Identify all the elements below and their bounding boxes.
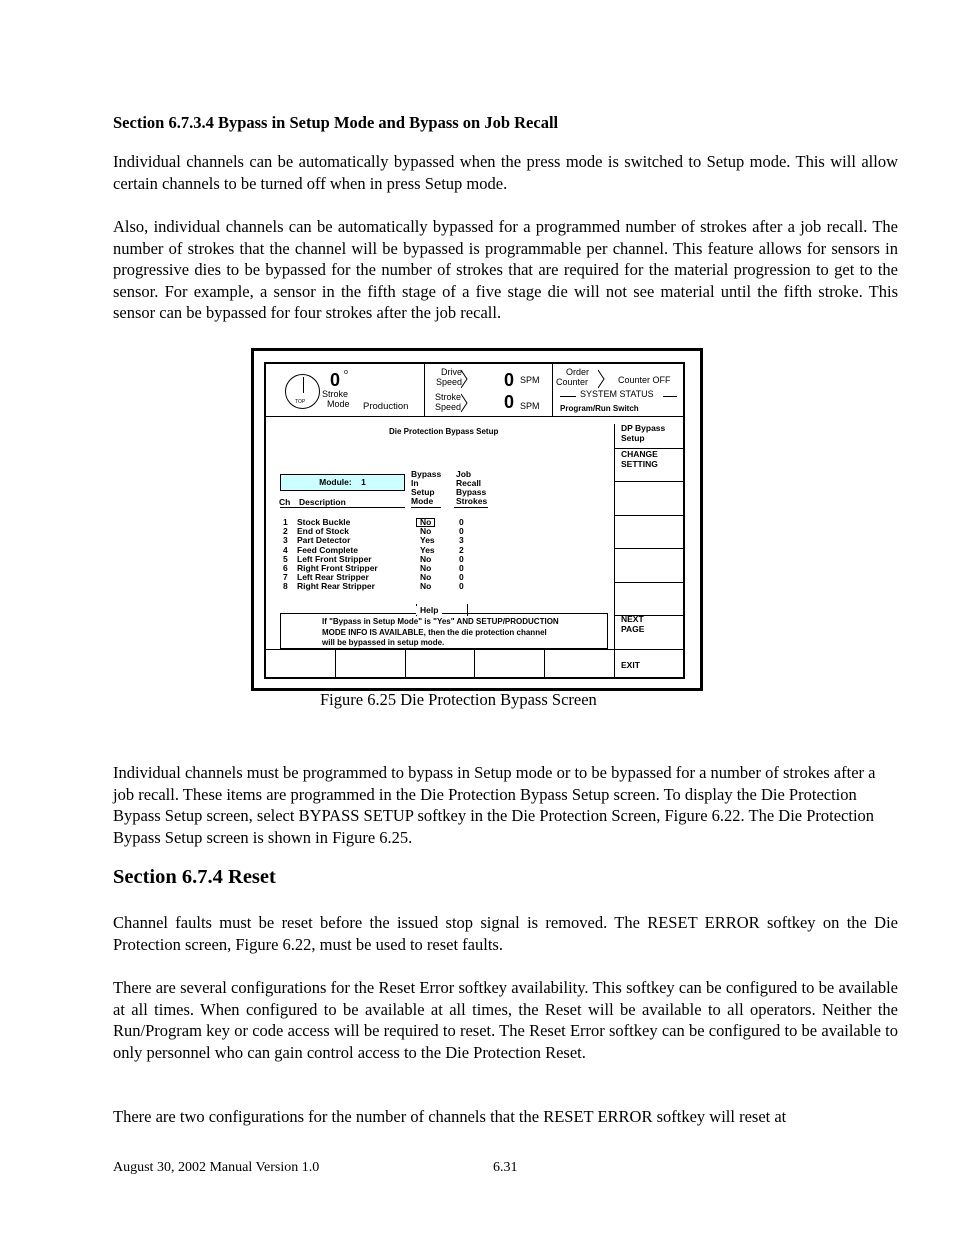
list-item[interactable]: 0 [459,572,464,583]
bypass-setup-values [416,518,435,592]
list-item: 2 [283,526,288,537]
stroke-speed-unit: SPM [520,401,540,411]
paragraph-programming-bypass: Individual channels must be programmed to bypass in Setup mode or to be bypassed for a number of strokes after a job recall. These items are programmed in the Die Protection Bypass Setup screen. To display the Die Protection Bypass Setup screen, select BYPASS SETUP softkey in the Die Protection Screen, Figure 6.22. The Die Protection Bypass Setup screen is shown in Figure 6.25. [113,763,876,847]
module-selector[interactable]: Module: 1 [280,474,405,491]
list-item: Part Detector [297,535,351,546]
drive-speed-value: 0 [504,370,515,390]
list-item: Left Front Stripper [297,553,372,564]
list-item: Right Front Stripper [297,563,378,574]
list-item: 5 [283,553,288,564]
list-item: 6 [283,563,288,574]
die-protection-bypass-screen [264,362,685,679]
list-item[interactable]: 0 [459,553,464,564]
stroke-mode-label: Stroke Mode [322,389,350,409]
column-bypass-in-setup-mode: Bypass In Setup Mode [411,469,442,506]
list-item: End of Stock [297,526,349,537]
exit-button[interactable]: EXIT [621,660,640,670]
paragraph-reset-channels: There are two configurations for the number of channels that the RESET ERROR softkey will reset at [113,1107,787,1126]
dp-bypass-setup-softkey[interactable]: DP Bypass Setup [621,423,666,443]
list-item: 3 [283,535,288,546]
list-item[interactable]: 0 [459,517,464,527]
next-page-button[interactable]: NEXT PAGE [621,614,645,634]
drive-speed-unit: SPM [520,375,540,385]
paragraph-reset-configurations: There are several configurations for the Reset Error softkey availability. This softkey can be configured to be available at all times. When configured to be available at all times, the Reset will be available to all operators. Neither the Run/Program key or code access will be required to reset. The Reset Error softkey can be configured to be available to only personnel who can gain control access to the Die Protection Reset. [113,978,898,1062]
paragraph-setup-bypass: Individual channels can be automatically bypassed when the press mode is switched to Setup mode. This will allow certain channels to be turned off when in press Setup mode. [113,152,898,193]
list-item: 1 [283,517,288,527]
list-item[interactable]: No [420,572,432,583]
figure-caption: Figure 6.25 Die Protection Bypass Screen [320,690,597,709]
stroke-speed-label: Stroke Speed [434,392,461,412]
section-heading-6734: Section 6.7.3.4 Bypass in Setup Mode and Bypass on Job Recall [113,113,559,132]
list-item[interactable]: 3 [459,535,464,546]
status-divider [424,364,425,416]
list-item: 7 [283,572,288,583]
list-item: 4 [283,544,288,555]
softkey-bottom-4[interactable] [544,649,545,679]
degree-mark: o [344,369,348,376]
softkey-bottom-2[interactable] [405,649,406,679]
list-item[interactable]: 0 [459,581,464,592]
list-item: Right Rear Stripper [297,581,375,592]
section-heading-674: Section 6.7.4 Reset [113,866,276,888]
help-text: If "Bypass in Setup Mode" is "Yes" AND SETUP/PRODUCTION MODE INFO IS AVAILABLE, then the die protection channel will be bypassed in setup mode. [322,617,559,647]
paragraph-job-recall-bypass: Also, individual channels can be automatically bypassed for a programmed number of strokes after a job recall. The number of strokes that the channel will be bypassed is programmable per channel. This feature allows for sensors in progressive dies to be bypassed for the number of strokes that are required for the material progression to get to the sensor. For example, a sensor in the fifth stage of a five stage die will not see material until the fifth stroke. This sensor can be bypassed for four strokes after the job recall. [113,217,898,322]
list-item[interactable]: 2 [459,544,464,555]
softkey-bottom-1[interactable] [335,649,336,679]
drive-speed-label: Drive Speed [435,367,462,387]
status-bar-divider [266,416,683,417]
column-job-recall-bypass-strokes: Job Recall Bypass Strokes [456,469,488,506]
help-label: Help [416,606,442,615]
status-divider [552,364,553,416]
list-item[interactable]: Yes [420,535,435,546]
list-item: Stock Buckle [297,517,351,527]
list-item[interactable]: Yes [420,544,435,555]
selected-bypass-field[interactable]: No [416,518,435,527]
softkey-bottom-3[interactable] [474,649,475,679]
program-run-switch: Program/Run Switch [560,404,639,413]
paragraph-reset-faults: Channel faults must be reset before the issued stop signal is removed. The RESET ERROR softkey on the Die Protection screen, Figure 6.22, must be used to reset faults. [113,913,898,954]
system-status-label: SYSTEM STATUS [580,389,654,399]
list-item[interactable]: No [420,581,432,592]
screen-title: Die Protection Bypass Setup [389,427,499,436]
channel-description-list [297,518,378,592]
counter-chevron-icon [598,368,606,390]
channel-number-list [283,518,288,592]
list-item: Feed Complete [297,544,358,555]
footer-date-version: August 30, 2002 Manual Version 1.0 [113,1160,320,1175]
column-ch: Ch [279,497,291,507]
footer-page-number: 6.31 [493,1160,518,1175]
counter-status: Counter OFF [618,375,671,385]
list-item: Left Rear Stripper [297,572,369,583]
list-item[interactable]: 0 [459,563,464,574]
change-setting-button[interactable]: CHANGE SETTING [621,449,658,469]
column-description: Description [299,497,346,507]
list-item: 8 [283,581,288,592]
list-item[interactable]: 0 [459,526,464,537]
crank-angle-dial-icon: TOP [285,374,320,409]
list-item[interactable]: No [420,563,432,574]
list-item[interactable]: No [420,526,432,537]
stroke-speed-value: 0 [504,392,515,412]
press-mode-value: Production [363,401,409,412]
crank-angle-value: 0 [330,370,341,390]
list-item[interactable]: No [420,553,432,564]
speed-chevron-icons [461,368,469,414]
order-counter-label: Order Counter [556,367,590,387]
job-recall-strokes-values [459,518,464,592]
